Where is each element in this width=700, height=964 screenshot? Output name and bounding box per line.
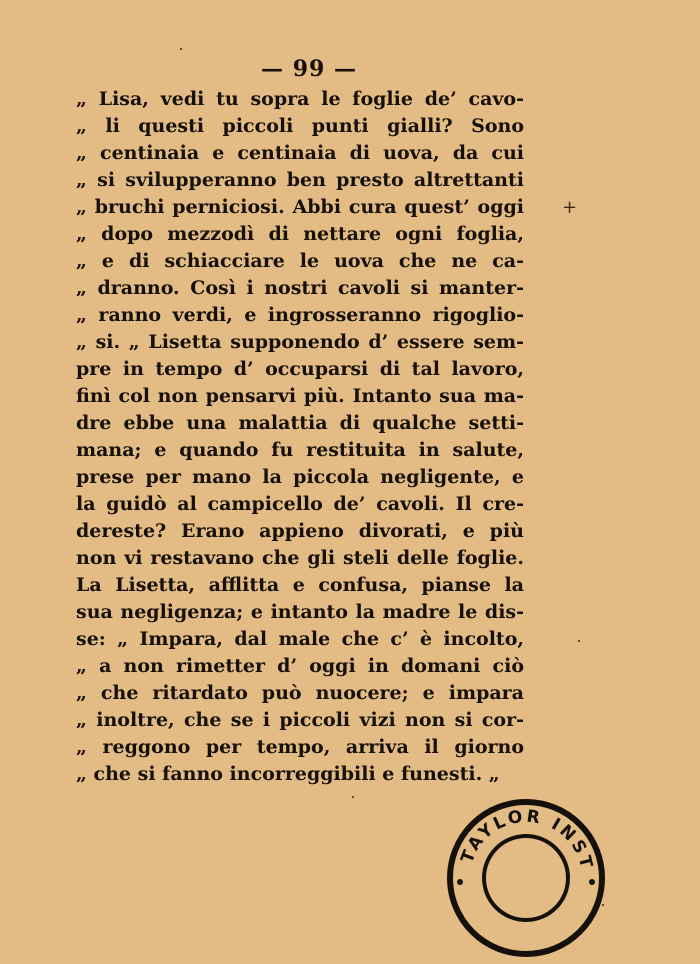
text-line: dereste? Erano appieno divorati, e più: [76, 520, 524, 542]
body-text: [76, 86, 524, 788]
text-line: „ bruchi perniciosi. Abbi cura quest’ oggi: [76, 196, 524, 218]
text-line: „ e di schiacciare le uova che ne ca-: [76, 250, 524, 272]
text-line: „ ranno verdi, e ingrosseranno rigoglio-: [76, 304, 524, 326]
text-line: se: „ Impara, dal male che c’ è incolto,: [76, 628, 524, 650]
paper-speck: [578, 640, 580, 642]
text-line: „ inoltre, che se i piccoli vizi non si cor-: [76, 709, 524, 731]
text-line: prese per mano la piccola negligente, e: [76, 466, 524, 488]
margin-cross-mark: +: [562, 197, 578, 218]
text-line: pre in tempo d’ occuparsi di tal lavoro,: [76, 358, 524, 380]
paper-speck: [352, 796, 354, 798]
text-line: dre ebbe una malattia di qualche setti-: [76, 412, 524, 434]
text-line: mana; e quando fu restituita in salute,: [76, 439, 524, 461]
text-line: „ dopo mezzodì di nettare ogni foglia,: [76, 223, 524, 245]
text-line: „ che si fanno incorreggibili e funesti. „: [76, 763, 500, 785]
svg-text:TAYLOR INST: TAYLOR INST: [457, 806, 597, 873]
text-line: la guidò al campicello de’ cavoli. Il cre-: [76, 493, 524, 515]
text-line: sua negligenza; e intanto la madre le dis-: [76, 601, 524, 623]
text-line: „ li questi piccoli punti gialli? Sono: [76, 115, 524, 137]
text-line: La Lisetta, afflitta e confusa, pianse la: [76, 574, 524, 596]
text-line: „ dranno. Così i nostri cavoli si manter-: [76, 277, 524, 299]
library-stamp: [440, 792, 612, 964]
text-line: „ si svilupperanno ben presto altrettanti: [76, 169, 524, 191]
text-line: „ reggono per tempo, arriva il giorno: [76, 736, 524, 758]
page-number: — 99 —: [261, 56, 357, 82]
text-line: „ a non rimetter d’ oggi in domani ciò: [76, 655, 524, 677]
text-line: finì col non pensarvi più. Intanto sua ma-: [76, 385, 524, 407]
text-line: „ centinaia e centinaia di uova, da cui: [76, 142, 524, 164]
text-line: non vi restavano che gli steli delle foglie.: [76, 547, 524, 569]
paper-speck: [180, 48, 182, 50]
text-line: „ si. „ Lisetta supponendo d’ essere sem-: [76, 331, 524, 353]
text-line: „ che ritardato può nuocere; e impara: [76, 682, 524, 704]
text-line: „ Lisa, vedi tu sopra le foglie de’ cavo-: [76, 88, 524, 110]
